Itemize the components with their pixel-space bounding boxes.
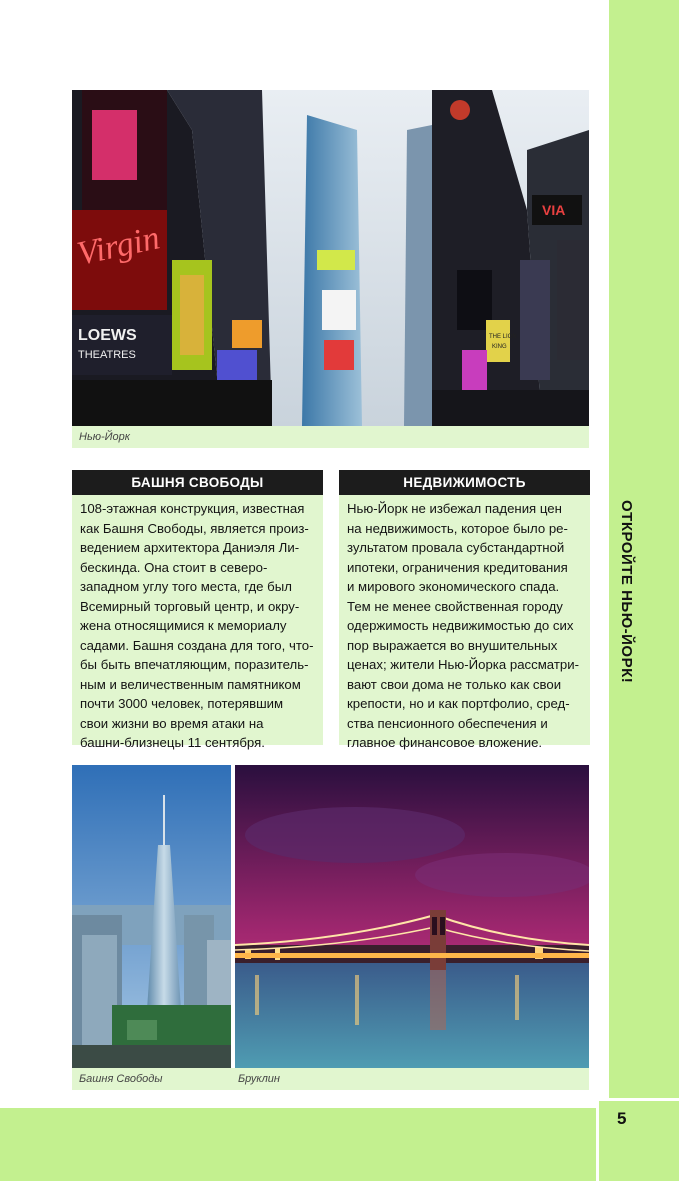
text-line: башни-близнецы 11 сентября.	[80, 735, 265, 750]
photo-brooklyn	[235, 765, 589, 1068]
text-line: крепости, но и как портфолио, сред-	[347, 696, 570, 711]
box-heading-freedom-tower: БАШНЯ СВОБОДЫ	[72, 470, 323, 495]
text-line: зультатом провала субстандартной	[347, 540, 565, 555]
text-line: Нью-Йорк не избежал падения цен	[347, 501, 562, 516]
svg-text:VIA: VIA	[542, 202, 566, 218]
text-line: почти 3000 человек, потерявшим	[80, 696, 284, 711]
text-line: ным и величественным памятником	[80, 676, 301, 692]
chapter-title: ОТКРОЙТЕ НЬЮ-ЙОРК!	[618, 500, 635, 684]
photo-new-york	[72, 90, 589, 426]
svg-text:LOEWS: LOEWS	[78, 327, 137, 344]
svg-text:THEATRES: THEATRES	[78, 349, 136, 361]
text-line: вают свои дома не только как свои	[347, 676, 562, 692]
photo-caption: Нью-Йорк	[72, 426, 589, 448]
text-line: Всемирный торговый центр, и окру-	[80, 598, 300, 614]
text-line: ства пенсионного обеспечения и	[347, 715, 548, 731]
photo-caption-freedom-tower: Башня Свободы	[72, 1068, 235, 1090]
text-line: садами. Башня создана для того, что-	[80, 637, 314, 653]
svg-text:Virgin: Virgin	[73, 219, 163, 273]
photo-caption-brooklyn: Бруклин	[231, 1068, 589, 1090]
text-line: 108-этажная конструкция, известная	[80, 501, 305, 516]
text-line: одержимость недвижимостью до сих	[347, 618, 574, 633]
page-number: 5	[617, 1109, 627, 1128]
text-line: главное финансовое вложение.	[347, 735, 543, 750]
text-line: жена относящимися к мемориалу	[80, 618, 287, 633]
text-line: ведением архитектора Даниэля Ли-	[80, 540, 300, 555]
footer-band	[0, 1108, 596, 1181]
text-line: и мирового экономического спада.	[347, 579, 560, 594]
page-number-box	[596, 1098, 679, 1181]
svg-text:THE LION: THE LION	[489, 334, 517, 340]
svg-text:KING: KING	[492, 344, 507, 350]
text-line: Тем не менее свойственная городу	[347, 598, 563, 614]
text-line: ипотеки, ограничения кредитования	[347, 559, 568, 575]
text-line: пор выражается во внушительных	[347, 637, 558, 653]
text-line: на недвижимость, которое было ре-	[347, 520, 568, 536]
photo-freedom-tower	[72, 765, 231, 1068]
text-line: бескинда. Она стоит в северо-	[80, 559, 268, 575]
text-line: свои жизни во время атаки на	[80, 715, 264, 731]
text-line: западном углу того места, где был	[80, 579, 292, 594]
box-text-real-estate	[339, 495, 590, 750]
box-text-freedom-tower	[72, 495, 323, 750]
text-line: ценах; жители Нью-Йорка рассматри-	[347, 657, 579, 672]
text-line: бы быть впечатляющим, поразитель-	[80, 657, 309, 672]
text-line: как Башня Свободы, является произ-	[80, 520, 309, 536]
box-heading-real-estate: НЕДВИЖИМОСТЬ	[339, 470, 590, 495]
